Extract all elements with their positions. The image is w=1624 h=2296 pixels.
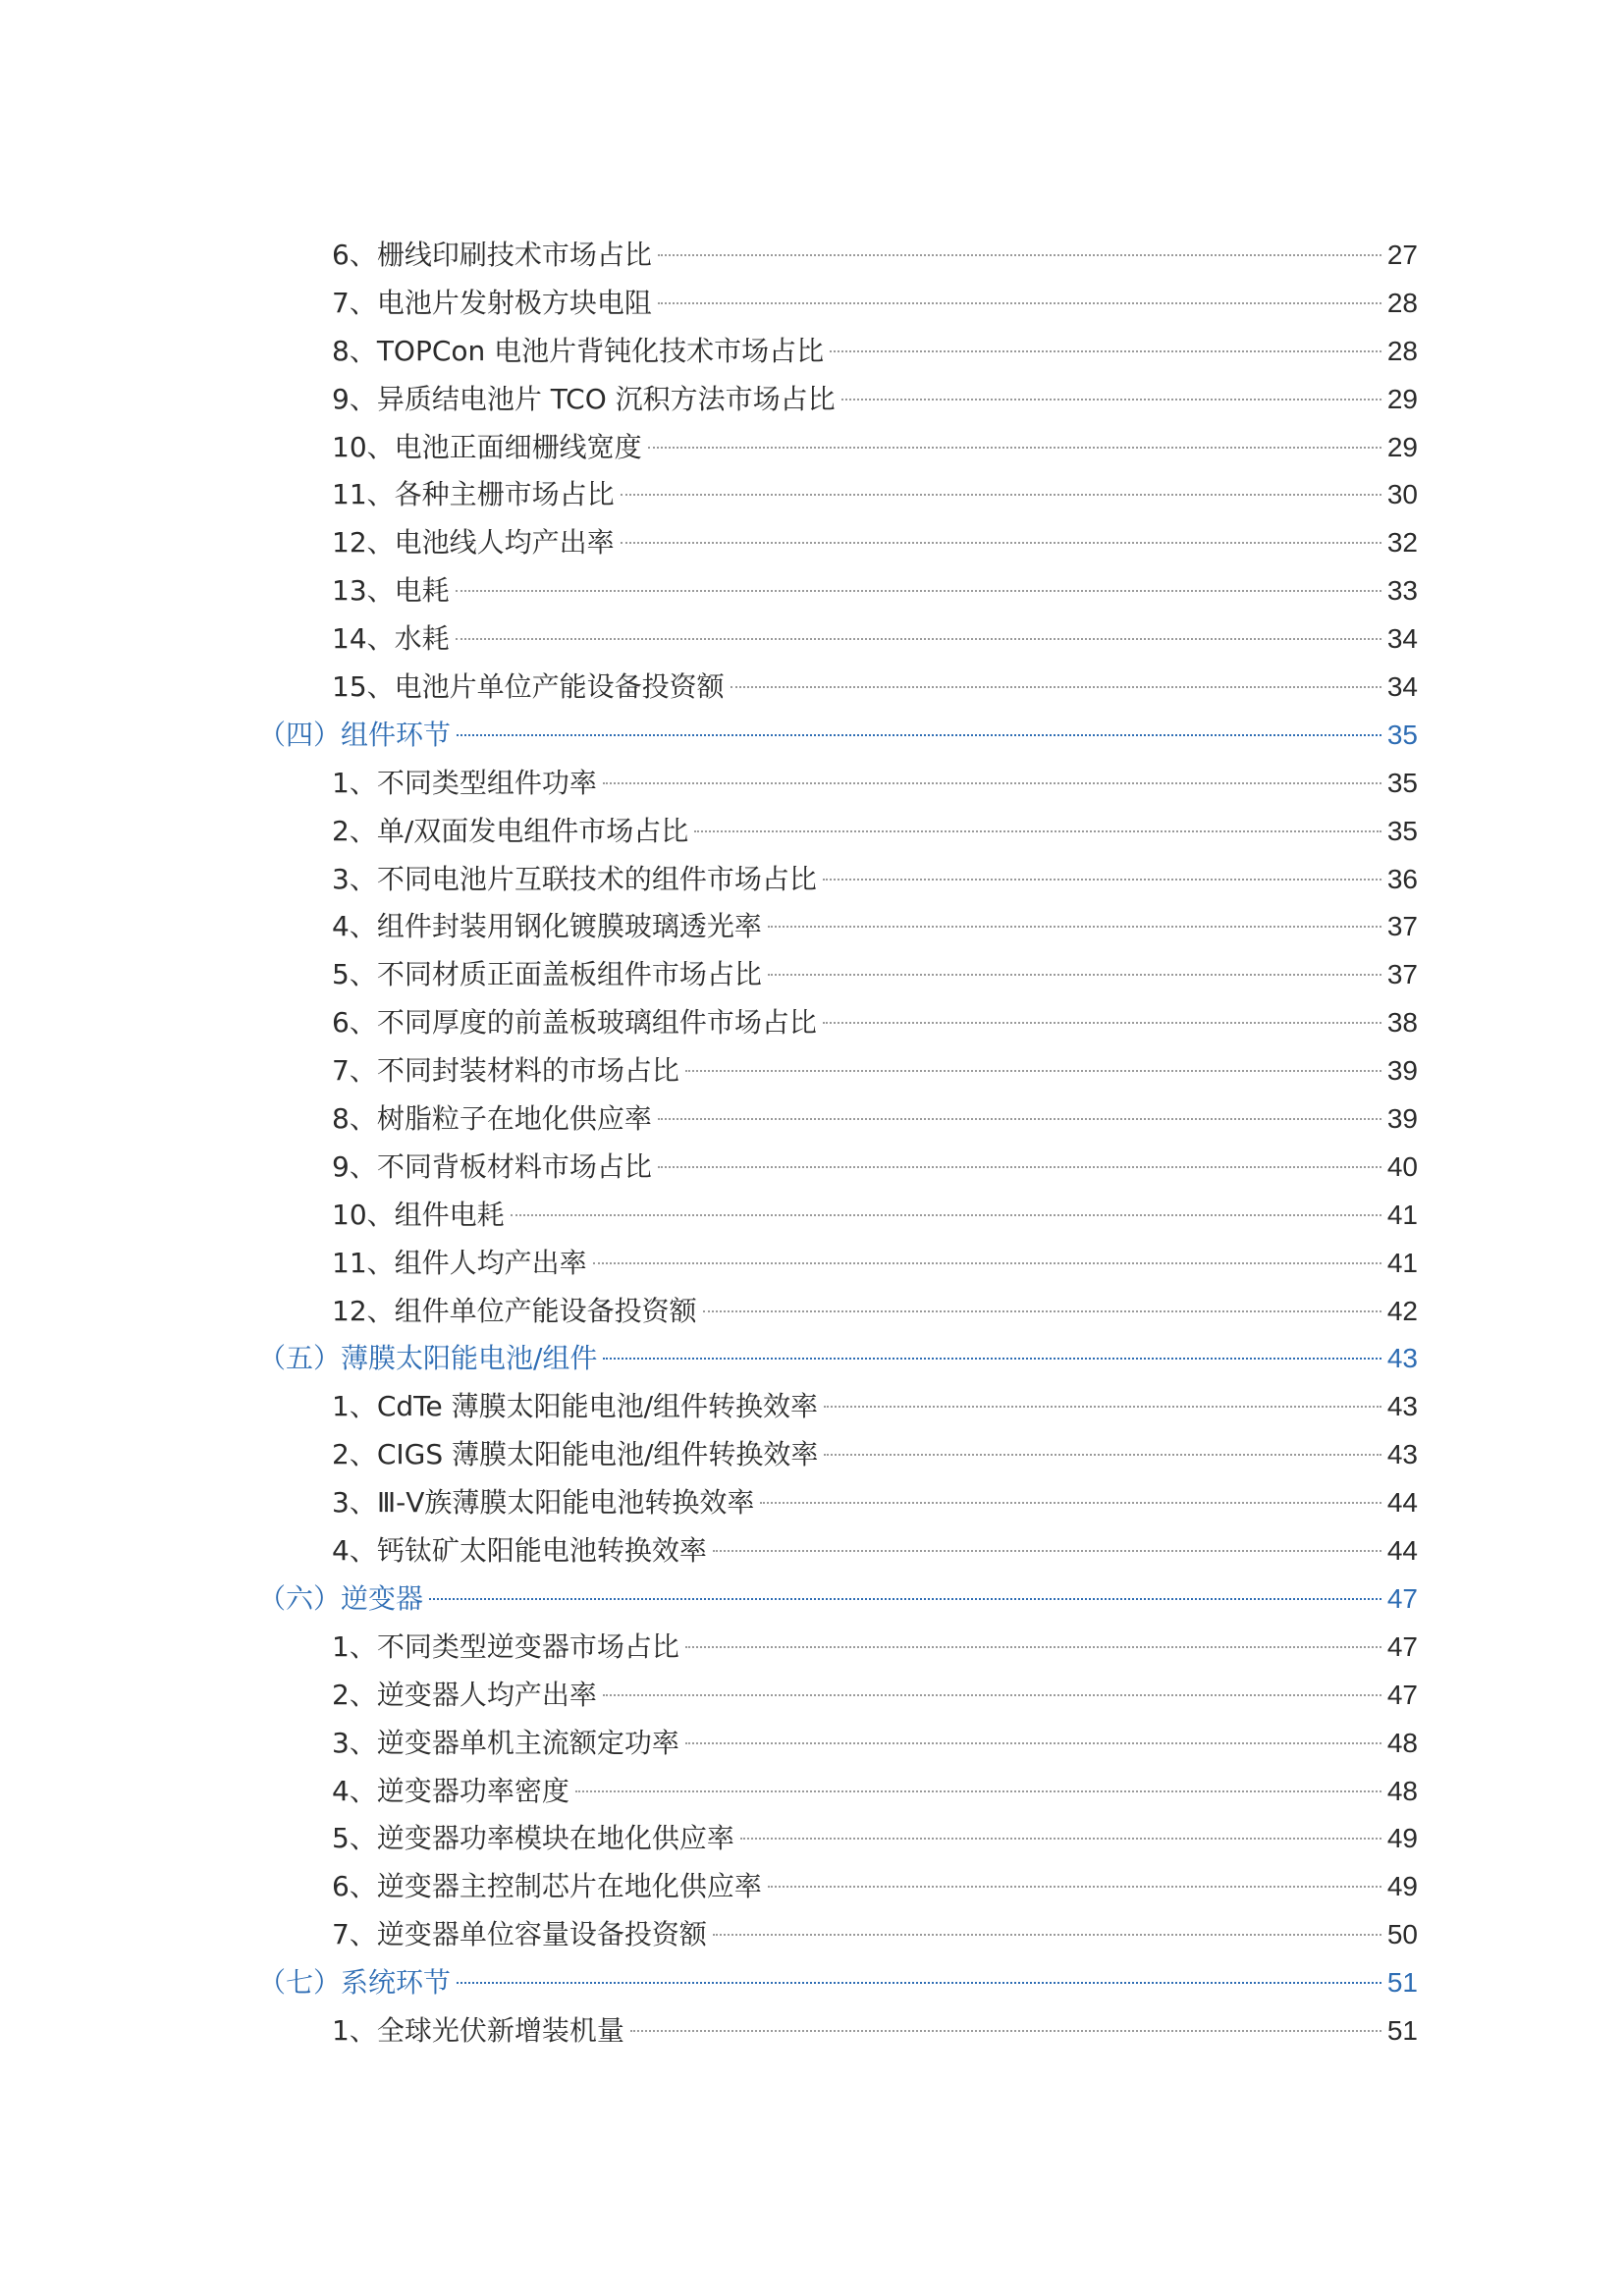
toc-entry-title: （五）薄膜太阳能电池/组件 (258, 1342, 598, 1375)
toc-entry-title: 1、不同类型组件功率 (332, 766, 597, 799)
dot-leader (768, 974, 1381, 976)
toc-entry-page-number: 38 (1386, 1007, 1418, 1039)
dot-leader (511, 1214, 1381, 1216)
toc-entry-page-number: 48 (1386, 1775, 1418, 1806)
toc-entry-title: 2、逆变器人均产出率 (332, 1678, 597, 1711)
toc-entry-page-number: 49 (1386, 1823, 1418, 1854)
dot-leader (630, 2030, 1381, 2032)
toc-entry[interactable] (258, 1768, 1418, 1816)
toc-entry-page-number: 48 (1386, 1727, 1418, 1758)
toc-entry-title: 3、Ⅲ-Ⅴ族薄膜太阳能电池转换效率 (332, 1486, 755, 1520)
dot-leader (457, 1982, 1381, 1984)
toc-entry[interactable] (258, 519, 1418, 567)
toc-entry-page-number: 44 (1386, 1487, 1418, 1519)
toc-entry-title: 15、电池片单位产能设备投资额 (332, 670, 725, 704)
toc-entry[interactable] (258, 999, 1418, 1047)
toc-entry-title: 4、钙钛矿太阳能电池转换效率 (332, 1534, 707, 1568)
toc-entry-title: 4、组件封装用钢化镀膜玻璃透光率 (332, 910, 762, 943)
toc-entry-page-number: 28 (1386, 335, 1418, 366)
dot-leader (603, 1358, 1380, 1360)
dot-leader (830, 350, 1381, 352)
toc-entry-page-number: 35 (1386, 767, 1418, 798)
toc-entry-title: 8、TOPCon 电池片背钝化技术市场占比 (332, 334, 825, 367)
toc-entry-title: 11、组件人均产出率 (332, 1246, 587, 1279)
dot-leader (658, 1118, 1381, 1120)
dot-leader (713, 1550, 1381, 1552)
toc-entry-title: 9、不同背板材料市场占比 (332, 1149, 652, 1183)
toc-section-entry[interactable] (258, 712, 1418, 760)
dot-leader (694, 830, 1381, 832)
dot-leader (768, 1886, 1381, 1888)
toc-entry-page-number: 49 (1386, 1871, 1418, 1902)
toc-entry-page-number: 35 (1386, 719, 1418, 750)
toc-entry-title: 1、不同类型逆变器市场占比 (332, 1629, 679, 1663)
toc-entry-page-number: 41 (1386, 1247, 1418, 1278)
toc-entry-title: 5、逆变器功率模块在地化供应率 (332, 1822, 734, 1855)
dot-leader (841, 399, 1381, 400)
dot-leader (575, 1790, 1381, 1792)
toc-entry[interactable] (258, 1192, 1418, 1240)
toc-section-entry[interactable] (258, 1335, 1418, 1383)
dot-leader (823, 1022, 1381, 1024)
toc-entry-page-number: 28 (1386, 287, 1418, 318)
toc-entry-title: 14、水耗 (332, 622, 450, 656)
dot-leader (658, 1166, 1381, 1168)
toc-entry[interactable] (258, 2007, 1418, 2056)
toc-entry[interactable] (258, 567, 1418, 615)
dot-leader (731, 686, 1381, 688)
toc-entry-page-number: 47 (1386, 1582, 1418, 1614)
toc-entry[interactable] (258, 1863, 1418, 1911)
toc-entry-page-number: 37 (1386, 959, 1418, 990)
toc-entry-title: 3、逆变器单机主流额定功率 (332, 1726, 679, 1759)
toc-entry-title: 9、异质结电池片 TCO 沉积方法市场占比 (332, 382, 836, 415)
toc-entry-page-number: 35 (1386, 815, 1418, 846)
dot-leader (685, 1070, 1381, 1072)
toc-entry[interactable] (258, 328, 1418, 376)
toc-entry-page-number: 43 (1386, 1343, 1418, 1374)
dot-leader (740, 1838, 1381, 1840)
toc-entry[interactable] (258, 1720, 1418, 1768)
toc-entry[interactable] (258, 1815, 1418, 1863)
dot-leader (768, 926, 1381, 928)
toc-entry[interactable] (258, 471, 1418, 519)
toc-entry[interactable] (258, 664, 1418, 712)
toc-entry-page-number: 29 (1386, 383, 1418, 414)
toc-entry-page-number: 41 (1386, 1199, 1418, 1230)
dot-leader (685, 1646, 1381, 1648)
table-of-contents (258, 232, 1418, 2056)
toc-entry-title: 13、电耗 (332, 574, 450, 608)
toc-entry-page-number: 44 (1386, 1535, 1418, 1567)
toc-entry-title: 7、电池片发射极方块电阻 (332, 286, 652, 319)
dot-leader (713, 1934, 1381, 1936)
toc-entry-title: 12、组件单位产能设备投资额 (332, 1294, 697, 1327)
toc-entry-title: 7、逆变器单位容量设备投资额 (332, 1918, 707, 1951)
dot-leader (603, 1694, 1381, 1696)
toc-entry[interactable] (258, 1095, 1418, 1144)
toc-entry-page-number: 42 (1386, 1295, 1418, 1326)
dot-leader (703, 1310, 1381, 1312)
dot-leader (456, 590, 1381, 592)
toc-entry-title: 7、不同封装材料的市场占比 (332, 1054, 679, 1088)
toc-entry[interactable] (258, 951, 1418, 999)
toc-entry[interactable] (258, 1527, 1418, 1575)
toc-entry-page-number: 43 (1386, 1439, 1418, 1470)
toc-entry[interactable] (258, 376, 1418, 424)
dot-leader (621, 494, 1381, 496)
toc-entry-title: 3、不同电池片互联技术的组件市场占比 (332, 862, 817, 895)
toc-entry[interactable] (258, 1431, 1418, 1479)
dot-leader (658, 254, 1381, 256)
toc-entry-title: 11、各种主栅市场占比 (332, 478, 615, 511)
dot-leader (593, 1262, 1381, 1264)
toc-entry-page-number: 39 (1386, 1103, 1418, 1135)
dot-leader (760, 1502, 1380, 1504)
dot-leader (685, 1742, 1381, 1744)
toc-entry-page-number: 33 (1386, 575, 1418, 607)
toc-entry-title: 6、不同厚度的前盖板玻璃组件市场占比 (332, 1006, 817, 1040)
toc-entry-page-number: 34 (1386, 623, 1418, 655)
toc-entry[interactable] (258, 1624, 1418, 1672)
toc-entry-page-number: 50 (1386, 1919, 1418, 1950)
toc-entry[interactable] (258, 232, 1418, 280)
dot-leader (603, 782, 1381, 784)
toc-entry-title: 1、CdTe 薄膜太阳能电池/组件转换效率 (332, 1390, 819, 1423)
toc-entry-title: （七）系统环节 (258, 1966, 452, 2000)
toc-entry-page-number: 29 (1386, 431, 1418, 462)
dot-leader (621, 542, 1381, 544)
toc-entry-page-number: 27 (1386, 240, 1418, 270)
toc-entry[interactable] (258, 856, 1418, 904)
toc-entry-page-number: 43 (1386, 1391, 1418, 1422)
toc-entry-page-number: 37 (1386, 911, 1418, 942)
toc-section-entry[interactable] (258, 1575, 1418, 1624)
dot-leader (429, 1598, 1381, 1600)
toc-entry-title: 2、CIGS 薄膜太阳能电池/组件转换效率 (332, 1438, 819, 1471)
dot-leader (824, 1454, 1380, 1456)
toc-entry-page-number: 40 (1386, 1150, 1418, 1182)
dot-leader (658, 302, 1381, 304)
toc-entry-title: 2、单/双面发电组件市场占比 (332, 814, 689, 847)
toc-entry[interactable] (258, 1288, 1418, 1336)
toc-entry[interactable] (258, 808, 1418, 856)
dot-leader (456, 638, 1381, 640)
toc-entry-title: 10、电池正面细栅线宽度 (332, 430, 642, 463)
toc-entry-page-number: 47 (1386, 1679, 1418, 1710)
toc-entry-page-number: 39 (1386, 1055, 1418, 1087)
toc-entry-title: 8、树脂粒子在地化供应率 (332, 1102, 652, 1136)
toc-entry-page-number: 34 (1386, 671, 1418, 703)
toc-entry-title: 6、栅线印刷技术市场占比 (332, 239, 652, 271)
dot-leader (823, 879, 1381, 881)
toc-entry-page-number: 51 (1386, 1967, 1418, 1999)
toc-entry[interactable] (258, 1911, 1418, 1959)
toc-entry[interactable] (258, 760, 1418, 808)
toc-entry[interactable] (258, 280, 1418, 328)
dot-leader (824, 1406, 1381, 1408)
toc-section-entry[interactable] (258, 1959, 1418, 2007)
toc-entry[interactable] (258, 1047, 1418, 1095)
toc-entry[interactable] (258, 1144, 1418, 1192)
toc-entry[interactable] (258, 1672, 1418, 1720)
toc-entry-title: 5、不同材质正面盖板组件市场占比 (332, 958, 762, 991)
dot-leader (457, 734, 1381, 736)
toc-entry[interactable] (258, 903, 1418, 951)
toc-entry-title: 10、组件电耗 (332, 1198, 505, 1231)
toc-entry-title: 12、电池线人均产出率 (332, 526, 615, 560)
toc-entry-page-number: 51 (1386, 2014, 1418, 2046)
toc-entry[interactable] (258, 1479, 1418, 1527)
toc-entry[interactable] (258, 1383, 1418, 1431)
toc-entry-title: 1、全球光伏新增装机量 (332, 2013, 624, 2047)
toc-entry[interactable] (258, 1240, 1418, 1288)
toc-entry[interactable] (258, 424, 1418, 472)
toc-entry-page-number: 32 (1386, 527, 1418, 559)
toc-entry-title: 4、逆变器功率密度 (332, 1774, 569, 1807)
toc-entry-title: 6、逆变器主控制芯片在地化供应率 (332, 1870, 762, 1903)
dot-leader (648, 447, 1381, 449)
toc-entry-page-number: 47 (1386, 1630, 1418, 1662)
toc-entry[interactable] (258, 615, 1418, 664)
toc-entry-title: （四）组件环节 (258, 718, 452, 751)
toc-entry-page-number: 36 (1386, 863, 1418, 894)
toc-entry-page-number: 30 (1386, 479, 1418, 510)
toc-entry-title: （六）逆变器 (258, 1581, 424, 1615)
